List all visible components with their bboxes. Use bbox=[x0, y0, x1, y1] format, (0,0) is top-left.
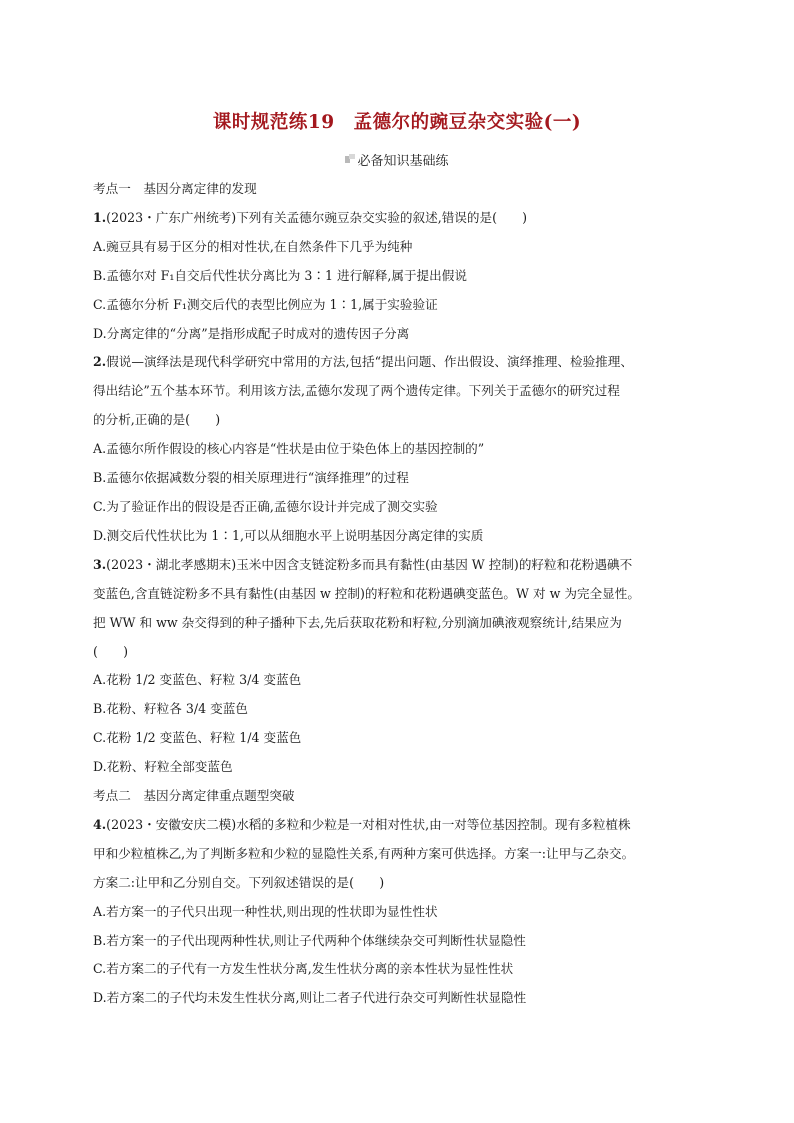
section-subtitle bbox=[0, 150, 794, 169]
question-1-option-d: D.分离定律的“分离”是指形成配子时成对的遗传因子分离 bbox=[93, 325, 410, 341]
question-4-option-c: C.若方案二的子代有一方发生性状分离,发生性状分离的亲本性状为显性性状 bbox=[93, 961, 514, 977]
question-3-option-d: D.花粉、籽粒全部变蓝色 bbox=[93, 759, 233, 775]
question-2-stem-line-2: 得出结论”五个基本环节。利用该方法,孟德尔发现了两个遗传定律。下列关于孟德尔的研究过程 bbox=[93, 383, 620, 399]
question-text: 假说—演绎法是现代科学研究中常用的方法,包括“提出问题、作出假设、演绎推理、检验推理、 bbox=[106, 354, 633, 370]
question-3-stem-line-4: ( ) bbox=[93, 643, 129, 659]
question-1-stem bbox=[93, 204, 713, 233]
question-2-option-d: D.测交后代性状比为 1∶1,可以从细胞水平上说明基因分离定律的实质 bbox=[93, 527, 484, 543]
question-2-option-c: C.为了验证作出的假设是否正确,孟德尔设计并完成了测交实验 bbox=[93, 498, 438, 514]
question-1-option-b: B.孟德尔对 F₁自交后代性状分离比为 3∶1 进行解释,属于提出假说 bbox=[93, 267, 467, 283]
section-heading-1: 考点一 基因分离定律的发现 bbox=[93, 181, 257, 196]
section-heading-2: 考点二 基因分离定律重点题型突破 bbox=[93, 788, 295, 804]
question-3-stem-line-2: 变蓝色,含直链淀粉多不具有黏性(由基因 w 控制)的籽粒和花粉遇碘变蓝色。W 对 w 为完全显性。 bbox=[93, 585, 640, 601]
question-1-option-a: A.豌豆具有易于区分的相对性状,在自然条件下几乎为纯种 bbox=[93, 238, 413, 254]
question-text: (2023・广东广州统考)下列有关孟德尔豌豆杂交实验的叙述,错误的是( ) bbox=[106, 209, 528, 225]
question-number: 3. bbox=[93, 556, 107, 572]
question-3-stem-line-3: 把 WW 和 ww 杂交得到的种子播种下去,先后获取花粉和籽粒,分别滴加碘液观察统计,结果应为 bbox=[93, 614, 622, 630]
question-4-option-b: B.若方案一的子代出现两种性状,则让子代两种个体继续杂交可判断性状显隐性 bbox=[93, 932, 526, 948]
question-4-stem-line-1 bbox=[93, 811, 713, 840]
question-2-option-a: A.孟德尔所作假设的核心内容是“性状是由位于染色体上的基因控制的” bbox=[93, 441, 485, 457]
question-3-option-b: B.花粉、籽粒各 3/4 变蓝色 bbox=[93, 701, 248, 717]
question-4-stem-line-3: 方案二:让甲和乙分别自交。下列叙述错误的是( ) bbox=[93, 874, 385, 890]
question-1-option-c: C.孟德尔分析 F₁测交后代的表型比例应为 1∶1,属于实验验证 bbox=[93, 296, 438, 312]
question-number: 2. bbox=[93, 354, 107, 370]
question-3-option-c: C.花粉 1/2 变蓝色、籽粒 1/4 变蓝色 bbox=[93, 730, 302, 746]
question-text: (2023・湖北孝感期末)玉米中因含支链淀粉多而具有黏性(由基因 W 控制)的籽粒和花粉遇碘不 bbox=[106, 556, 633, 572]
section-marker-icon bbox=[345, 154, 355, 163]
subtitle-text: 必备知识基础练 bbox=[357, 154, 449, 169]
question-4-stem-line-2: 甲和少粒植株乙,为了判断多粒和少粒的显隐性关系,有两种方案可供选择。方案一:让甲与乙杂交。 bbox=[93, 845, 635, 861]
question-number: 4. bbox=[93, 816, 107, 832]
question-number: 1. bbox=[93, 209, 107, 225]
question-3-option-a: A.花粉 1/2 变蓝色、籽粒 3/4 变蓝色 bbox=[93, 672, 302, 688]
question-4-option-d: D.若方案二的子代均未发生性状分离,则让二者子代进行杂交可判断性状显隐性 bbox=[93, 990, 527, 1006]
question-2-option-b: B.孟德尔依据减数分裂的相关原理进行“演绎推理”的过程 bbox=[93, 470, 409, 486]
question-3-stem-line-1 bbox=[93, 551, 713, 580]
question-content bbox=[93, 175, 713, 1013]
question-2-stem-line-1 bbox=[93, 348, 713, 377]
question-text: (2023・安徽安庆二模)水稻的多粒和少粒是一对相对性状,由一对等位基因控制。现有多粒植株 bbox=[106, 816, 631, 832]
question-2-stem-line-3: 的分析,正确的是( ) bbox=[93, 412, 221, 428]
question-4-option-a: A.若方案一的子代只出现一种性状,则出现的性状即为显性性状 bbox=[93, 903, 438, 919]
page-title: 课时规范练19 孟德尔的豌豆杂交实验(一) bbox=[212, 112, 582, 133]
